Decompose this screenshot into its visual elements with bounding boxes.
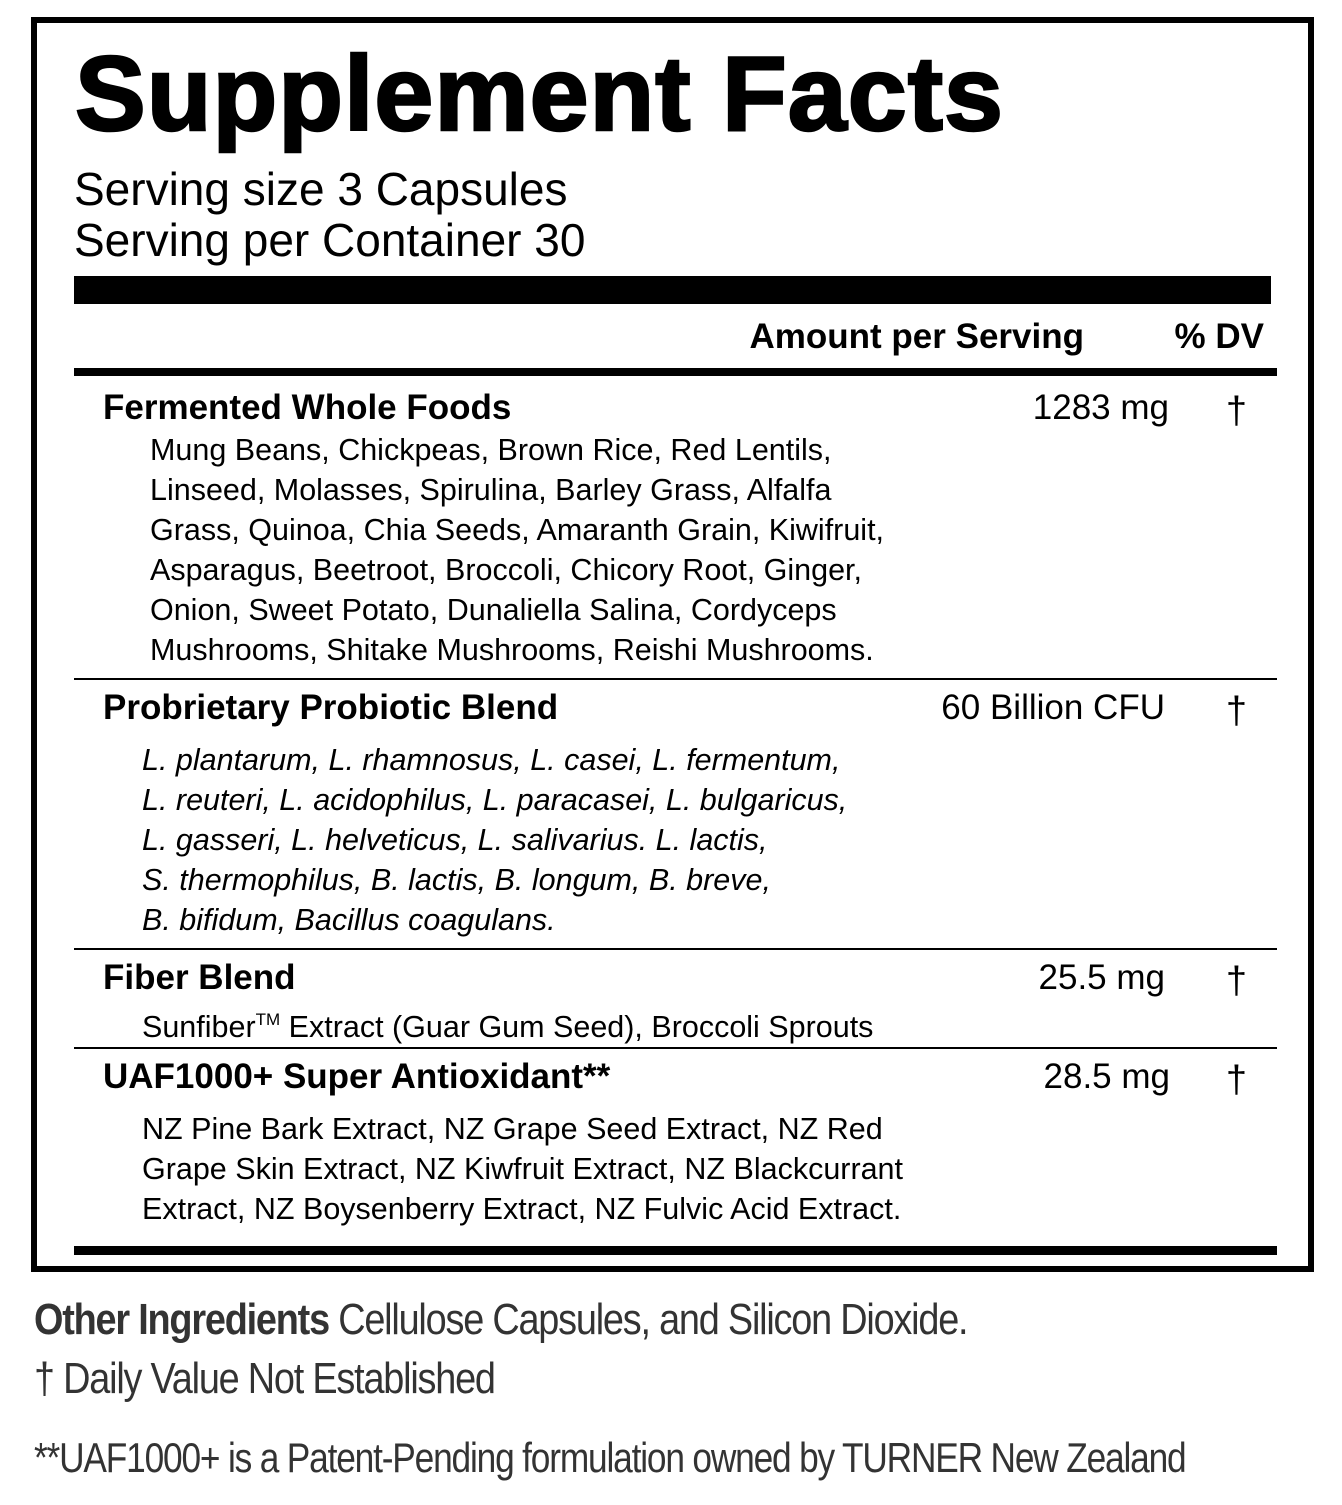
- column-header-amount: Amount per Serving: [749, 317, 1084, 356]
- other-ingredients: [34, 1295, 968, 1344]
- ingredient-amount: 25.5 mg: [1038, 958, 1165, 997]
- supplement-facts-panel: [31, 17, 1314, 1272]
- ingredient-list-line: Grass, Quinoa, Chia Seeds, Amaranth Grain, Kiwifruit,: [150, 513, 885, 547]
- header-thick-rule: [74, 276, 1271, 304]
- other-ingredients-label: Other Ingredients: [34, 1295, 329, 1344]
- servings-per-container: Serving per Container 30: [74, 214, 586, 266]
- ingredient-list-line: L. plantarum, L. rhamnosus, L. casei, L. fermentum,: [142, 743, 841, 777]
- ingredient-list-line: Asparagus, Beetroot, Broccoli, Chicory Root, Ginger,: [150, 553, 862, 587]
- ingredient-list-line: Onion, Sweet Potato, Dunaliella Salina, Cordyceps: [150, 593, 837, 627]
- panel-title: Supplement Facts: [75, 35, 1004, 153]
- ingredient-list-line: Linseed, Molasses, Spirulina, Barley Grass, Alfalfa: [150, 473, 832, 507]
- row-divider: [74, 948, 1277, 950]
- ingredient-list-line: L. gasseri, L. helveticus, L. salivarius. L. lactis,: [142, 823, 768, 857]
- ingredient-list: [150, 430, 884, 670]
- ingredient-name: Fiber Blend: [103, 958, 296, 997]
- ingredient-list-line: S. thermophilus, B. lactis, B. longum, B. breve,: [142, 863, 771, 897]
- ingredient-list-line: Mushrooms, Shitake Mushrooms, Reishi Mushrooms.: [150, 633, 874, 667]
- ingredient-amount: 1283 mg: [1032, 388, 1169, 427]
- row-divider: [74, 678, 1277, 680]
- ingredient-amount: 28.5 mg: [1043, 1057, 1170, 1096]
- bottom-rule: [74, 1246, 1277, 1255]
- ingredient-name: Fermented Whole Foods: [103, 388, 512, 427]
- other-ingredients-text: Cellulose Capsules, and Silicon Dioxide.: [328, 1295, 968, 1344]
- ingredient-dv: †: [1225, 960, 1247, 1002]
- ingredient-list: [142, 740, 847, 940]
- ingredient-list-line: Extract, NZ Boysenberry Extract, NZ Fulvic Acid Extract.: [142, 1192, 902, 1226]
- ingredient-row-fiber-blend: [74, 960, 1277, 1046]
- daily-value-note: † Daily Value Not Established: [34, 1354, 495, 1403]
- ingredient-row-uaf1000: [74, 1059, 1277, 1239]
- ingredient-list: [142, 1000, 873, 1047]
- ingredient-list-line: B. bifidum, Bacillus coagulans.: [142, 903, 556, 937]
- trademark-symbol: TM: [255, 1010, 281, 1029]
- ingredient-dv: †: [1225, 1059, 1247, 1101]
- header-rule: [74, 368, 1277, 376]
- ingredient-name: UAF1000+ Super Antioxidant**: [103, 1057, 611, 1096]
- ingredient-name: Probrietary Probiotic Blend: [103, 688, 559, 727]
- serving-size: Serving size 3 Capsules: [74, 163, 568, 215]
- ingredient-row-probiotic-blend: [74, 690, 1277, 950]
- ingredient-list-line: NZ Pine Bark Extract, NZ Grape Seed Extract, NZ Red: [142, 1112, 883, 1146]
- ingredient-dv: †: [1225, 690, 1247, 732]
- ingredient-list-line: L. reuteri, L. acidophilus, L. paracasei, L. bulgaricus,: [142, 783, 848, 817]
- ingredient-row-fermented-whole-foods: [74, 390, 1277, 680]
- patent-note: **UAF1000+ is a Patent-Pending formulation owned by TURNER New Zealand: [34, 1434, 1186, 1481]
- ingredient-list-line: Grape Skin Extract, NZ Kiwfruit Extract, NZ Blackcurrant: [142, 1152, 903, 1186]
- row-divider: [74, 1047, 1277, 1049]
- ingredient-amount: 60 Billion CFU: [941, 688, 1165, 727]
- ingredient-list: [142, 1109, 903, 1229]
- column-header-dv: % DV: [1174, 317, 1264, 356]
- ingredient-brand: Sunfiber: [142, 1010, 256, 1044]
- ingredient-list-line: Extract (Guar Gum Seed), Broccoli Sprouts: [280, 1010, 874, 1044]
- ingredient-dv: †: [1225, 390, 1247, 432]
- ingredient-list-line: Mung Beans, Chickpeas, Brown Rice, Red Lentils,: [150, 433, 832, 467]
